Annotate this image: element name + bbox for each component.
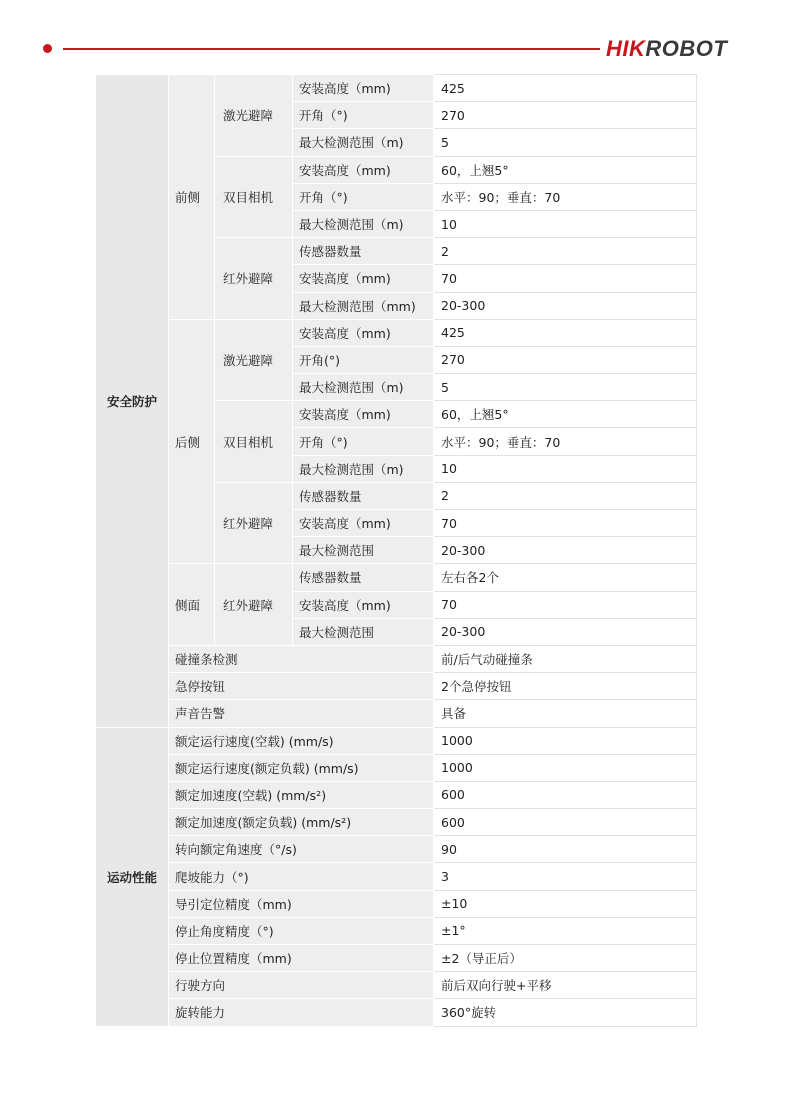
param-value: 10 [434,210,697,237]
param-name: 安装高度（mm) [293,510,434,537]
sensor-ir-rear: 红外避障 [215,482,293,564]
param-value: 270 [434,346,697,373]
param-name: 开角（°) [293,183,434,210]
param-name: 安装高度（mm) [293,265,434,292]
param-value: 360°旋转 [434,999,697,1026]
table-row [96,319,697,346]
logo-robot: ROBOT [645,36,728,61]
sensor-camera-rear: 双目相机 [215,401,293,483]
header-dot [43,44,52,53]
table-row [96,727,697,754]
param-name: 安装高度（mm) [293,401,434,428]
param-name: 安装高度（mm) [293,591,434,618]
param-value: 600 [434,809,697,836]
param-name: 最大检测范围（m) [293,455,434,482]
param-name: 旋转能力 [169,999,434,1026]
param-value: 20-300 [434,292,697,319]
table-row [96,999,697,1026]
logo-hik: HIK [606,36,646,61]
param-name: 安装高度（mm) [293,156,434,183]
table-row [96,836,697,863]
param-name: 行驶方向 [169,972,434,999]
param-name: 停止角度精度（°) [169,917,434,944]
sensor-ir-side: 红外避障 [215,564,293,646]
param-value: 425 [434,75,697,102]
param-value: 90 [434,836,697,863]
param-value: 270 [434,102,697,129]
sensor-camera-front: 双目相机 [215,156,293,238]
param-name: 传感器数量 [293,564,434,591]
param-value: 2 [434,238,697,265]
param-name: 转向额定角速度（°/s) [169,836,434,863]
param-value: 70 [434,510,697,537]
param-name: 碰撞条检测 [169,645,434,672]
param-name: 停止位置精度（mm) [169,945,434,972]
section-side: 侧面 [169,564,215,646]
section-front: 前侧 [169,75,215,320]
param-value: ±1° [434,917,697,944]
group-motion: 运动性能 [96,727,169,1026]
param-value: 5 [434,129,697,156]
param-name: 最大检测范围（m) [293,210,434,237]
param-name: 急停按钮 [169,673,434,700]
table-row [96,809,697,836]
group-safety: 安全防护 [96,75,169,728]
section-rear: 后侧 [169,319,215,564]
param-value: 20-300 [434,537,697,564]
param-name: 导引定位精度（mm) [169,890,434,917]
table-row [96,917,697,944]
param-value: 具备 [434,700,697,727]
param-value: 水平：90；垂直：70 [434,183,697,210]
param-value: 2 [434,482,697,509]
param-name: 额定加速度(额定负载) (mm/s²) [169,809,434,836]
param-value: 70 [434,265,697,292]
sensor-ir-front: 红外避障 [215,238,293,320]
table-row [96,75,697,102]
header-rule [63,48,600,50]
param-value: 1000 [434,754,697,781]
table-row [96,890,697,917]
param-value: 600 [434,781,697,808]
param-value: 60，上翘5° [434,401,697,428]
param-name: 声音告警 [169,700,434,727]
param-value: 425 [434,319,697,346]
param-value: 1000 [434,727,697,754]
param-name: 额定运行速度(额定负载) (mm/s) [169,754,434,781]
param-name: 安装高度（mm) [293,75,434,102]
page-header [0,0,790,80]
param-name: 最大检测范围（m) [293,374,434,401]
param-value: 2个急停按钮 [434,673,697,700]
hikrobot-logo [606,36,727,62]
sensor-laser-front: 激光避障 [215,75,293,157]
table-row [96,781,697,808]
param-name: 传感器数量 [293,482,434,509]
param-value: 左右各2个 [434,564,697,591]
param-name: 安装高度（mm) [293,319,434,346]
param-name: 最大检测范围 [293,537,434,564]
param-name: 最大检测范围（mm) [293,292,434,319]
table-row [96,945,697,972]
table-row [96,645,697,672]
param-value: ±10 [434,890,697,917]
param-value: 3 [434,863,697,890]
param-name: 开角（°) [293,428,434,455]
param-value: 5 [434,374,697,401]
param-value: ±2（导正后） [434,945,697,972]
param-name: 额定运行速度(空载) (mm/s) [169,727,434,754]
table-row [96,700,697,727]
param-name: 爬坡能力（°) [169,863,434,890]
table-row [96,564,697,591]
param-name: 最大检测范围 [293,618,434,645]
table-row [96,863,697,890]
param-name: 开角(°) [293,346,434,373]
param-name: 最大检测范围（m) [293,129,434,156]
param-value: 70 [434,591,697,618]
param-value: 水平：90；垂直：70 [434,428,697,455]
param-name: 额定加速度(空载) (mm/s²) [169,781,434,808]
param-name: 开角（°) [293,102,434,129]
table-row [96,972,697,999]
sensor-laser-rear: 激光避障 [215,319,293,401]
param-value: 10 [434,455,697,482]
spec-table [95,74,697,1027]
param-value: 前/后气动碰撞条 [434,645,697,672]
param-value: 20-300 [434,618,697,645]
param-value: 前后双向行驶+平移 [434,972,697,999]
table-row [96,673,697,700]
param-value: 60，上翘5° [434,156,697,183]
table-row [96,754,697,781]
param-name: 传感器数量 [293,238,434,265]
